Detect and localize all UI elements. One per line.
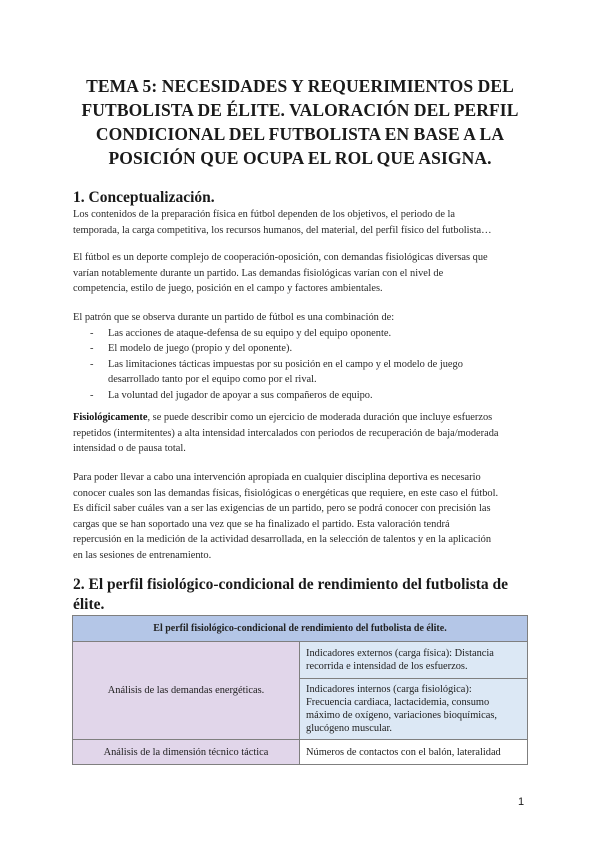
text-line: varían notablemente durante un partido. Las demandas fisiológicas varían con el nivel de xyxy=(73,267,444,279)
text-line: El modelo de juego (propio y del oponente). xyxy=(108,343,293,355)
text-line: Las acciones de ataque-defensa de su equipo y del equipo oponente. xyxy=(108,327,392,339)
cell-line: recorrida e intensidad de los esfuerzos. xyxy=(306,661,468,672)
profile-table xyxy=(72,615,528,765)
cell-line: Frecuencia cardiaca, lactacidemia, consumo xyxy=(306,697,490,708)
page-number: 1 xyxy=(518,796,525,808)
text-line: Para poder llevar a cabo una intervención apropiada en cualquier disciplina deportiva es necesario xyxy=(73,472,481,483)
table-cell: Números de contactos con el balón, lateralidad xyxy=(300,740,528,765)
cell-line: Indicadores externos (carga física): Distancia xyxy=(306,648,494,659)
heading-line: 2. El perfil fisiológico-condicional de rendimiento del futbolista de xyxy=(73,576,509,593)
bullet-dash: - xyxy=(90,389,94,401)
list-item xyxy=(73,357,533,388)
paragraph-5 xyxy=(73,470,533,564)
paragraph-3 xyxy=(73,310,533,404)
table-row xyxy=(73,740,528,765)
list-item xyxy=(73,388,533,404)
table-header: El perfil fisiológico-condicional de rendimiento del futbolista de élite. xyxy=(73,616,528,642)
table-row xyxy=(73,642,528,679)
text-line: desarrollado tanto por el equipo como por el rival. xyxy=(108,374,317,386)
paragraph-1 xyxy=(73,207,533,238)
text-line: temporada, la carga competitiva, los recursos humanos, del material, del perfil físico del futbolista… xyxy=(73,224,492,236)
list-item xyxy=(73,341,533,357)
table-cell xyxy=(300,679,528,740)
section-1-heading: 1. Conceptualización. xyxy=(73,189,215,206)
list-item xyxy=(73,326,533,342)
paragraph-4 xyxy=(73,410,533,457)
text-line: en las sesiones de entrenamiento. xyxy=(73,549,212,561)
title-line: FUTBOLISTA DE ÉLITE. VALORACIÓN DEL PERFIL xyxy=(81,100,519,120)
text-line: Las limitaciones tácticas impuestas por su posición en el campo y el modelo de juego xyxy=(108,358,463,370)
page-title xyxy=(60,74,540,170)
text-line: conocer cuales son las demandas físicas, fisiológicas o energéticas que requiere, en este caso el fútbol. xyxy=(73,487,499,499)
title-line: POSICIÓN QUE OCUPA EL ROL QUE ASIGNA. xyxy=(108,148,492,168)
text-line: repercusión en la medición de la actividad desarrollada, en la selección de talentos y en la aplicación xyxy=(73,534,492,546)
title-line: TEMA 5: NECESIDADES Y REQUERIMIENTOS DEL xyxy=(86,76,514,96)
text-line: intensidad o de pausa total. xyxy=(73,443,186,455)
text-line: cargas que se han soportado una vez que se ha finalizado el partido. Esta valoración tendrá xyxy=(73,518,450,530)
paragraph-2 xyxy=(73,250,533,297)
text-line: El patrón que se observa durante un partido de fútbol es una combinación de: xyxy=(73,312,395,323)
text-span: , se puede describir como un ejercicio de moderada duración que incluye esfuerzos xyxy=(147,412,493,423)
text-line xyxy=(73,410,533,426)
section-2-heading xyxy=(73,575,508,615)
bullet-list xyxy=(73,326,533,404)
table-header-row xyxy=(73,616,528,642)
bullet-dash: - xyxy=(90,327,94,339)
cell-line: máximo de oxígeno, variaciones bioquímicas, xyxy=(306,710,498,721)
bold-term: Fisiológicamente xyxy=(73,412,148,423)
table-row-label: Análisis de la dimensión técnico táctica xyxy=(73,740,300,765)
table-row-label: Análisis de las demandas energéticas. xyxy=(73,642,300,740)
heading-line: élite. xyxy=(73,596,105,613)
cell-line: Indicadores internos (carga fisiológica): xyxy=(306,684,472,695)
title-line: CONDICIONAL DEL FUTBOLISTA EN BASE A LA xyxy=(95,124,505,144)
table-cell xyxy=(300,642,528,679)
bullet-dash: - xyxy=(90,358,94,370)
text-line: El fútbol es un deporte complejo de cooperación-oposición, con demandas fisiológicas diversas que xyxy=(73,252,488,263)
text-line: Es difícil saber cuáles van a ser las exigencias de un partido, pero se podrá conocer con precisión las xyxy=(73,503,491,515)
text-line: competencia, estilo de juego, posición en el campo y factores ambientales. xyxy=(73,283,383,295)
text-line: La voluntad del jugador de apoyar a sus compañeros de equipo. xyxy=(108,389,373,401)
text-line: repetidos (intermitentes) a alta intensidad intercalados con periodos de recuperación de baja/moderada xyxy=(73,427,499,439)
cell-line: glucógeno muscular. xyxy=(306,723,392,734)
bullet-dash: - xyxy=(90,343,94,355)
text-line: Los contenidos de la preparación física en fútbol dependen de los objetivos, el periodo de la xyxy=(73,209,456,220)
